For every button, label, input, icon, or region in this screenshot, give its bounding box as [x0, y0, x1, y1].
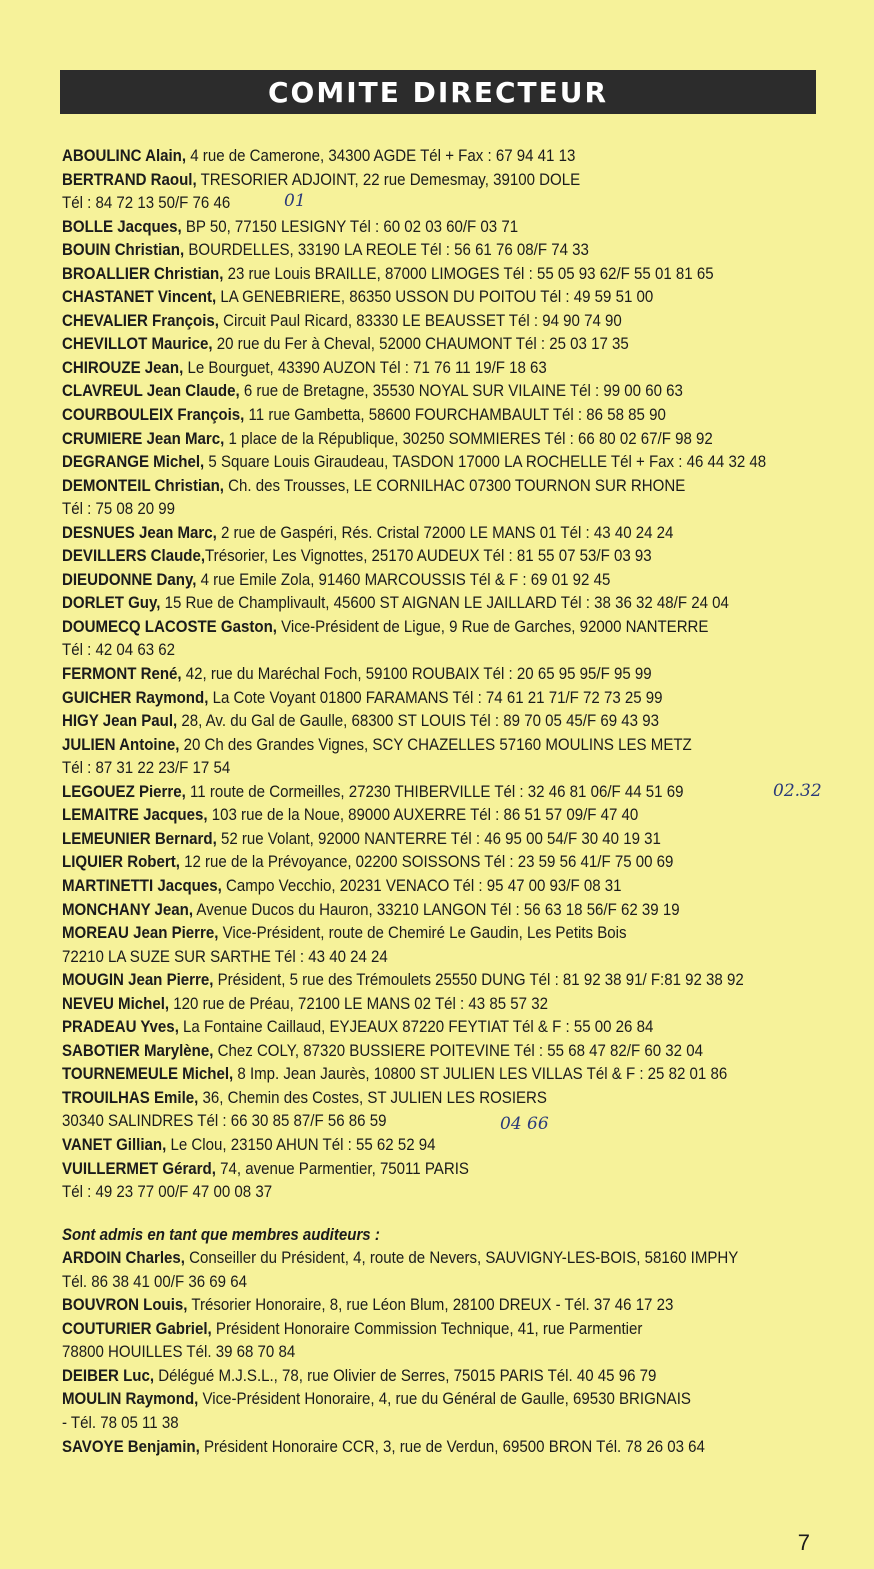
handwritten-note: 02.32	[773, 781, 822, 801]
member-name: CHASTANET Vincent	[62, 288, 213, 307]
member-details: 1 place de la République, 30250 SOMMIERES Tél : 66 80 02 67/F 98 92	[224, 429, 713, 448]
member-details: Conseiller du Président, 4, route de Nevers, SAUVIGNY-LES-BOIS, 58160 IMPHY	[184, 1249, 739, 1268]
member-details: 20 Ch des Grandes Vignes, SCY CHAZELLES 57160 MOULINS LES METZ	[179, 735, 692, 754]
member-entry-line	[62, 216, 797, 240]
member-name: ARDOIN Charles	[62, 1249, 181, 1268]
member-name: MONCHANY Jean	[62, 900, 189, 919]
member-name: TROUILHAS Emile	[62, 1088, 195, 1107]
member-name: LEMEUNIER Bernard	[62, 829, 213, 848]
name-separator: ,	[212, 288, 217, 307]
name-separator: ,	[212, 829, 217, 848]
auditor-entry-line	[62, 1388, 797, 1412]
member-entry-line	[62, 192, 797, 216]
member-details: Tél : 84 72 13 50/F 76 46	[62, 194, 231, 213]
member-entry-line	[62, 286, 797, 310]
name-separator: ,	[214, 924, 219, 943]
member-entry-line	[62, 592, 797, 616]
member-entry-line	[62, 1158, 797, 1182]
member-entry-line	[62, 569, 797, 593]
name-separator: ,	[214, 311, 219, 330]
member-name: MOREAU Jean Pierre	[62, 924, 215, 943]
member-name: HIGY Jean Paul	[62, 712, 174, 731]
name-separator: ,	[212, 523, 217, 542]
member-entry-line	[62, 169, 797, 193]
member-entry-line	[62, 498, 797, 522]
member-entry-line	[62, 1087, 797, 1111]
member-details: Le Clou, 23150 AHUN Tél : 55 62 52 94	[166, 1135, 436, 1154]
member-entry-line	[62, 1016, 797, 1040]
member-name: MOULIN Raymond	[62, 1390, 195, 1409]
member-name: DEVILLERS Claude	[62, 547, 201, 566]
name-separator: ,	[156, 594, 161, 613]
member-name: JULIEN Antoine	[62, 735, 176, 754]
member-details: LA GENEBRIERE, 86350 USSON DU POITOU Tél : 49 59 51 00	[216, 288, 654, 307]
member-details: 11 route de Cormeilles, 27230 THIBERVILLE Tél : 32 46 81 06/F 44 51 69	[185, 782, 684, 801]
name-separator: ,	[183, 1296, 188, 1315]
auditor-entry-line	[62, 1412, 797, 1436]
member-entry-line	[62, 404, 797, 428]
member-name: ABOULINC Alain	[62, 147, 182, 165]
name-separator: ,	[194, 1088, 199, 1107]
name-separator: ,	[208, 335, 213, 354]
member-entry-line	[62, 1134, 797, 1158]
member-entry-line	[62, 687, 797, 711]
member-name: DEGRANGE Michel	[62, 453, 201, 472]
member-entry-line	[62, 663, 797, 687]
name-separator: ,	[181, 147, 187, 165]
member-entry-line	[62, 428, 797, 452]
member-name: BOUIN Christian	[62, 241, 180, 260]
member-details: Vice-Président, route de Chemiré Le Gaudin, Les Petits Bois	[218, 924, 627, 943]
member-entry-line	[62, 1181, 797, 1205]
member-details: 4 rue de Camerone, 34300 AGDE Tél + Fax : 67 94 41 13	[186, 147, 576, 165]
member-details: Président, 5 rue des Trémoulets 25550 DUNG Tél : 81 92 38 91/ F:81 92 38 92	[213, 971, 744, 990]
member-name: COUTURIER Gabriel	[62, 1319, 208, 1338]
page-title: COMITE DIRECTEUR	[267, 75, 609, 109]
member-name: DOUMECQ LACOSTE Gaston	[62, 617, 273, 636]
page-number: 7	[797, 1530, 810, 1555]
title-banner	[60, 70, 816, 114]
member-details: 5 Square Louis Giraudeau, TASDON 17000 LA ROCHELLE Tél + Fax : 46 44 32 48	[204, 453, 767, 472]
name-separator: ,	[177, 665, 182, 684]
name-separator: ,	[200, 547, 206, 566]
name-separator: ,	[179, 358, 184, 377]
section-gap	[62, 1205, 797, 1224]
name-separator: ,	[209, 1041, 214, 1060]
member-entry-line	[62, 1040, 797, 1064]
member-name: BERTRAND Raoul	[62, 170, 193, 189]
member-name: MARTINETTI Jacques	[62, 876, 218, 895]
member-details: 103 rue de la Noue, 89000 AUXERRE Tél : 86 51 57 09/F 47 40	[207, 806, 639, 825]
name-separator: ,	[209, 971, 214, 990]
member-details: 4 rue Emile Zola, 91460 MARCOUSSIS Tél & F : 69 01 92 45	[196, 570, 611, 589]
member-details: Circuit Paul Ricard, 83330 LE BEAUSSET Tél : 94 90 74 90	[218, 311, 622, 330]
member-name: LIQUIER Robert	[62, 853, 176, 872]
member-name: DORLET Guy	[62, 594, 157, 613]
member-details: 8 Imp. Jean Jaurès, 10800 ST JULIEN LES VILLAS Tél & F : 25 82 01 86	[233, 1065, 728, 1084]
member-name: PRADEAU Yves	[62, 1018, 175, 1037]
member-entry-line	[62, 451, 797, 475]
auditors-section-title: Sont admis en tant que membres auditeurs :	[62, 1225, 380, 1244]
name-separator: ,	[173, 712, 178, 731]
auditor-entry-line	[62, 1341, 797, 1365]
member-name: DEIBER Luc	[62, 1366, 150, 1385]
name-separator: ,	[179, 241, 185, 260]
member-entry-line	[62, 1063, 797, 1087]
member-details: 15 Rue de Champlivault, 45600 ST AIGNAN LE JAILLARD Tél : 38 36 32 48/F 24 04	[160, 594, 729, 613]
auditor-entry-line	[62, 1271, 797, 1295]
name-separator: ,	[235, 382, 240, 401]
member-name: GUICHER Raymond	[62, 688, 205, 707]
member-name: SAVOYE Benjamin	[62, 1437, 196, 1456]
member-details: Tél : 42 04 63 62	[62, 641, 175, 660]
member-details: Président Honoraire Commission Technique, 41, rue Parmentier	[211, 1319, 643, 1338]
member-entry-line	[62, 875, 797, 899]
member-details: 28, Av. du Gal de Gaulle, 68300 ST LOUIS Tél : 89 70 05 45/F 69 43 93	[177, 712, 659, 731]
member-name: CLAVREUL Jean Claude	[62, 382, 236, 401]
member-entry-line	[62, 781, 797, 805]
member-details: 20 rue du Fer à Cheval, 52000 CHAUMONT Tél : 25 03 17 35	[212, 335, 629, 354]
member-details: Président Honoraire CCR, 3, rue de Verdun, 69500 BRON Tél. 78 26 03 64	[199, 1437, 705, 1456]
member-details: 36, Chemin des Costes, ST JULIEN LES ROSIERS	[198, 1088, 547, 1107]
member-name: DEMONTEIL Christian	[62, 476, 220, 495]
member-details: TRESORIER ADJOINT, 22 rue Demesmay, 39100 DOLE	[196, 170, 581, 189]
name-separator: ,	[188, 900, 194, 919]
name-separator: ,	[217, 876, 222, 895]
member-details: 42, rue du Maréchal Foch, 59100 ROUBAIX Tél : 20 65 95 95/F 95 99	[181, 665, 652, 684]
name-separator: ,	[229, 1065, 234, 1084]
member-entry-line	[62, 734, 797, 758]
member-entry-line	[62, 710, 797, 734]
member-entry-line	[62, 333, 797, 357]
member-entry-line	[62, 310, 797, 334]
member-name: LEMAITRE Jacques	[62, 806, 204, 825]
member-details: 78800 HOUILLES Tél. 39 68 70 84	[62, 1343, 296, 1362]
member-details: 74, avenue Parmentier, 75011 PARIS	[215, 1159, 469, 1178]
member-entry-line	[62, 357, 797, 381]
member-details: 52 rue Volant, 92000 NANTERRE Tél : 46 95 00 54/F 30 40 19 31	[216, 829, 661, 848]
member-entry-line	[62, 899, 797, 923]
member-name: COURBOULEIX François	[62, 406, 241, 425]
member-entry-line	[62, 757, 797, 781]
member-details: Campo Vecchio, 20231 VENACO Tél : 95 47 00 93/F 08 31	[221, 876, 622, 895]
member-name: DESNUES Jean Marc	[62, 523, 213, 542]
member-details: 2 rue de Gaspéri, Rés. Cristal 72000 LE MANS 01 Tél : 43 40 24 24	[216, 523, 674, 542]
member-details: 6 rue de Bretagne, 35530 NOYAL SUR VILAINE Tél : 99 00 60 63	[239, 382, 683, 401]
member-entry-line	[62, 828, 797, 852]
member-name: LEGOUEZ Pierre	[62, 782, 182, 801]
member-details: Tél : 49 23 77 00/F 47 00 08 37	[62, 1183, 273, 1202]
member-details: Délégué M.J.S.L., 78, rue Olivier de Serres, 75015 PARIS Tél. 40 45 96 79	[154, 1366, 657, 1385]
member-details: 12 rue de la Prévoyance, 02200 SOISSONS Tél : 23 59 56 41/F 75 00 69	[179, 853, 674, 872]
member-entry-line	[62, 804, 797, 828]
member-name: CRUMIERE Jean Marc	[62, 429, 221, 448]
member-details: La Cote Voyant 01800 FARAMANS Tél : 74 61 21 71/F 72 73 25 99	[208, 688, 663, 707]
name-separator: ,	[211, 1159, 216, 1178]
member-name: BOLLE Jacques	[62, 217, 178, 236]
member-entry-line	[62, 522, 797, 546]
member-details: Le Bourguet, 43390 AUZON Tél : 71 76 11 19/F 18 63	[183, 358, 547, 377]
member-details: - Tél. 78 05 11 38	[62, 1413, 179, 1432]
name-separator: ,	[177, 217, 182, 236]
member-entry-line	[62, 545, 797, 569]
member-entry-line	[62, 263, 797, 287]
name-separator: ,	[219, 476, 224, 495]
member-details: 11 rue Gambetta, 58600 FOURCHAMBAULT Tél : 86 58 85 90	[244, 406, 666, 425]
handwritten-note: 01	[284, 191, 306, 211]
member-details: Vice-Président Honoraire, 4, rue du Général de Gaulle, 69530 BRIGNAIS	[198, 1390, 691, 1409]
name-separator: ,	[195, 1437, 200, 1456]
auditor-entry-line	[62, 1294, 797, 1318]
member-details: 23 rue Louis BRAILLE, 87000 LIMOGES Tél : 55 05 93 62/F 55 01 81 65	[223, 264, 714, 283]
name-separator: ,	[149, 1366, 155, 1385]
name-separator: ,	[192, 170, 197, 189]
member-details: Avenue Ducos du Hauron, 33210 LANGON Tél : 56 63 18 56/F 62 39 19	[193, 900, 680, 919]
member-details: BOURDELLES, 33190 LA REOLE Tél : 56 61 76 08/F 74 33	[184, 241, 589, 260]
member-details: Vice-Président de Ligue, 9 Rue de Garches, 92000 NANTERRE	[276, 617, 709, 636]
member-entry-line	[62, 851, 797, 875]
member-name: TOURNEMEULE Michel	[62, 1065, 230, 1084]
member-entry-line	[62, 1110, 797, 1134]
member-details: 72210 LA SUZE SUR SARTHE Tél : 43 40 24 24	[62, 947, 388, 966]
member-details: Chez COLY, 87320 BUSSIERE POITEVINE Tél : 55 68 47 82/F 60 32 04	[213, 1041, 703, 1060]
auditor-entry-line	[62, 1436, 797, 1460]
member-details: Ch. des Trousses, LE CORNILHAC 07300 TOURNON SUR RHONE	[223, 476, 686, 495]
name-separator: ,	[200, 453, 205, 472]
name-separator: ,	[175, 853, 180, 872]
member-name: VANET Gillian	[62, 1135, 163, 1154]
member-entry-line	[62, 639, 797, 663]
member-entry-line	[62, 969, 797, 993]
member-details: Tél : 75 08 20 99	[62, 500, 175, 519]
name-separator: ,	[180, 1249, 185, 1268]
member-name: DIEUDONNE Dany	[62, 570, 193, 589]
member-entry-line	[62, 993, 797, 1017]
member-entry-line	[62, 616, 797, 640]
member-details: Tél. 86 38 41 00/F 36 69 64	[62, 1272, 247, 1291]
member-entry-line	[62, 145, 797, 169]
member-name: CHEVILLOT Maurice	[62, 335, 209, 354]
name-separator: ,	[194, 1390, 199, 1409]
name-separator: ,	[181, 782, 186, 801]
member-details: La Fontaine Caillaud, EYJEAUX 87220 FEYTIAT Tél & F : 55 00 26 84	[178, 1018, 654, 1037]
name-separator: ,	[220, 429, 225, 448]
member-name: CHEVALIER François	[62, 311, 215, 330]
member-details: Trésorier, Les Vignottes, 25170 AUDEUX Tél : 81 55 07 53/F 03 93	[205, 547, 652, 566]
member-name: NEVEU Michel	[62, 994, 165, 1013]
auditor-entry-line	[62, 1318, 797, 1342]
name-separator: ,	[272, 617, 277, 636]
name-separator: ,	[164, 994, 170, 1013]
member-name: CHIROUZE Jean	[62, 358, 180, 377]
auditor-entry-line	[62, 1247, 797, 1271]
name-separator: ,	[240, 406, 245, 425]
member-name: VUILLERMET Gérard	[62, 1159, 212, 1178]
name-separator: ,	[207, 1319, 212, 1338]
name-separator: ,	[203, 806, 208, 825]
member-entry-line	[62, 239, 797, 263]
auditor-entry-line	[62, 1365, 797, 1389]
name-separator: ,	[162, 1135, 167, 1154]
member-details: 120 rue de Préau, 72100 LE MANS 02 Tél : 43 85 57 32	[169, 994, 548, 1013]
member-entry-line	[62, 922, 797, 946]
member-details: 30340 SALINDRES Tél : 66 30 85 87/F 56 86 59	[62, 1112, 387, 1131]
member-details: Trésorier Honoraire, 8, rue Léon Blum, 28100 DREUX - Tél. 37 46 17 23	[187, 1296, 674, 1315]
member-details: BP 50, 77150 LESIGNY Tél : 60 02 03 60/F 03 71	[181, 217, 519, 236]
member-entry-line	[62, 380, 797, 404]
name-separator: ,	[219, 264, 224, 283]
handwritten-note: 04 66	[500, 1114, 549, 1134]
member-name: MOUGIN Jean Pierre	[62, 971, 210, 990]
member-name: SABOTIER Marylène	[62, 1041, 210, 1060]
name-separator: ,	[204, 688, 209, 707]
member-list	[62, 145, 797, 1459]
member-entry-line	[62, 475, 797, 499]
member-name: BROALLIER Christian	[62, 264, 220, 283]
member-name: FERMONT René	[62, 665, 178, 684]
name-separator: ,	[192, 570, 197, 589]
member-details: Tél : 87 31 22 23/F 17 54	[62, 759, 231, 778]
name-separator: ,	[175, 735, 180, 754]
member-name: BOUVRON Louis	[62, 1296, 184, 1315]
member-entry-line	[62, 946, 797, 970]
name-separator: ,	[174, 1018, 179, 1037]
